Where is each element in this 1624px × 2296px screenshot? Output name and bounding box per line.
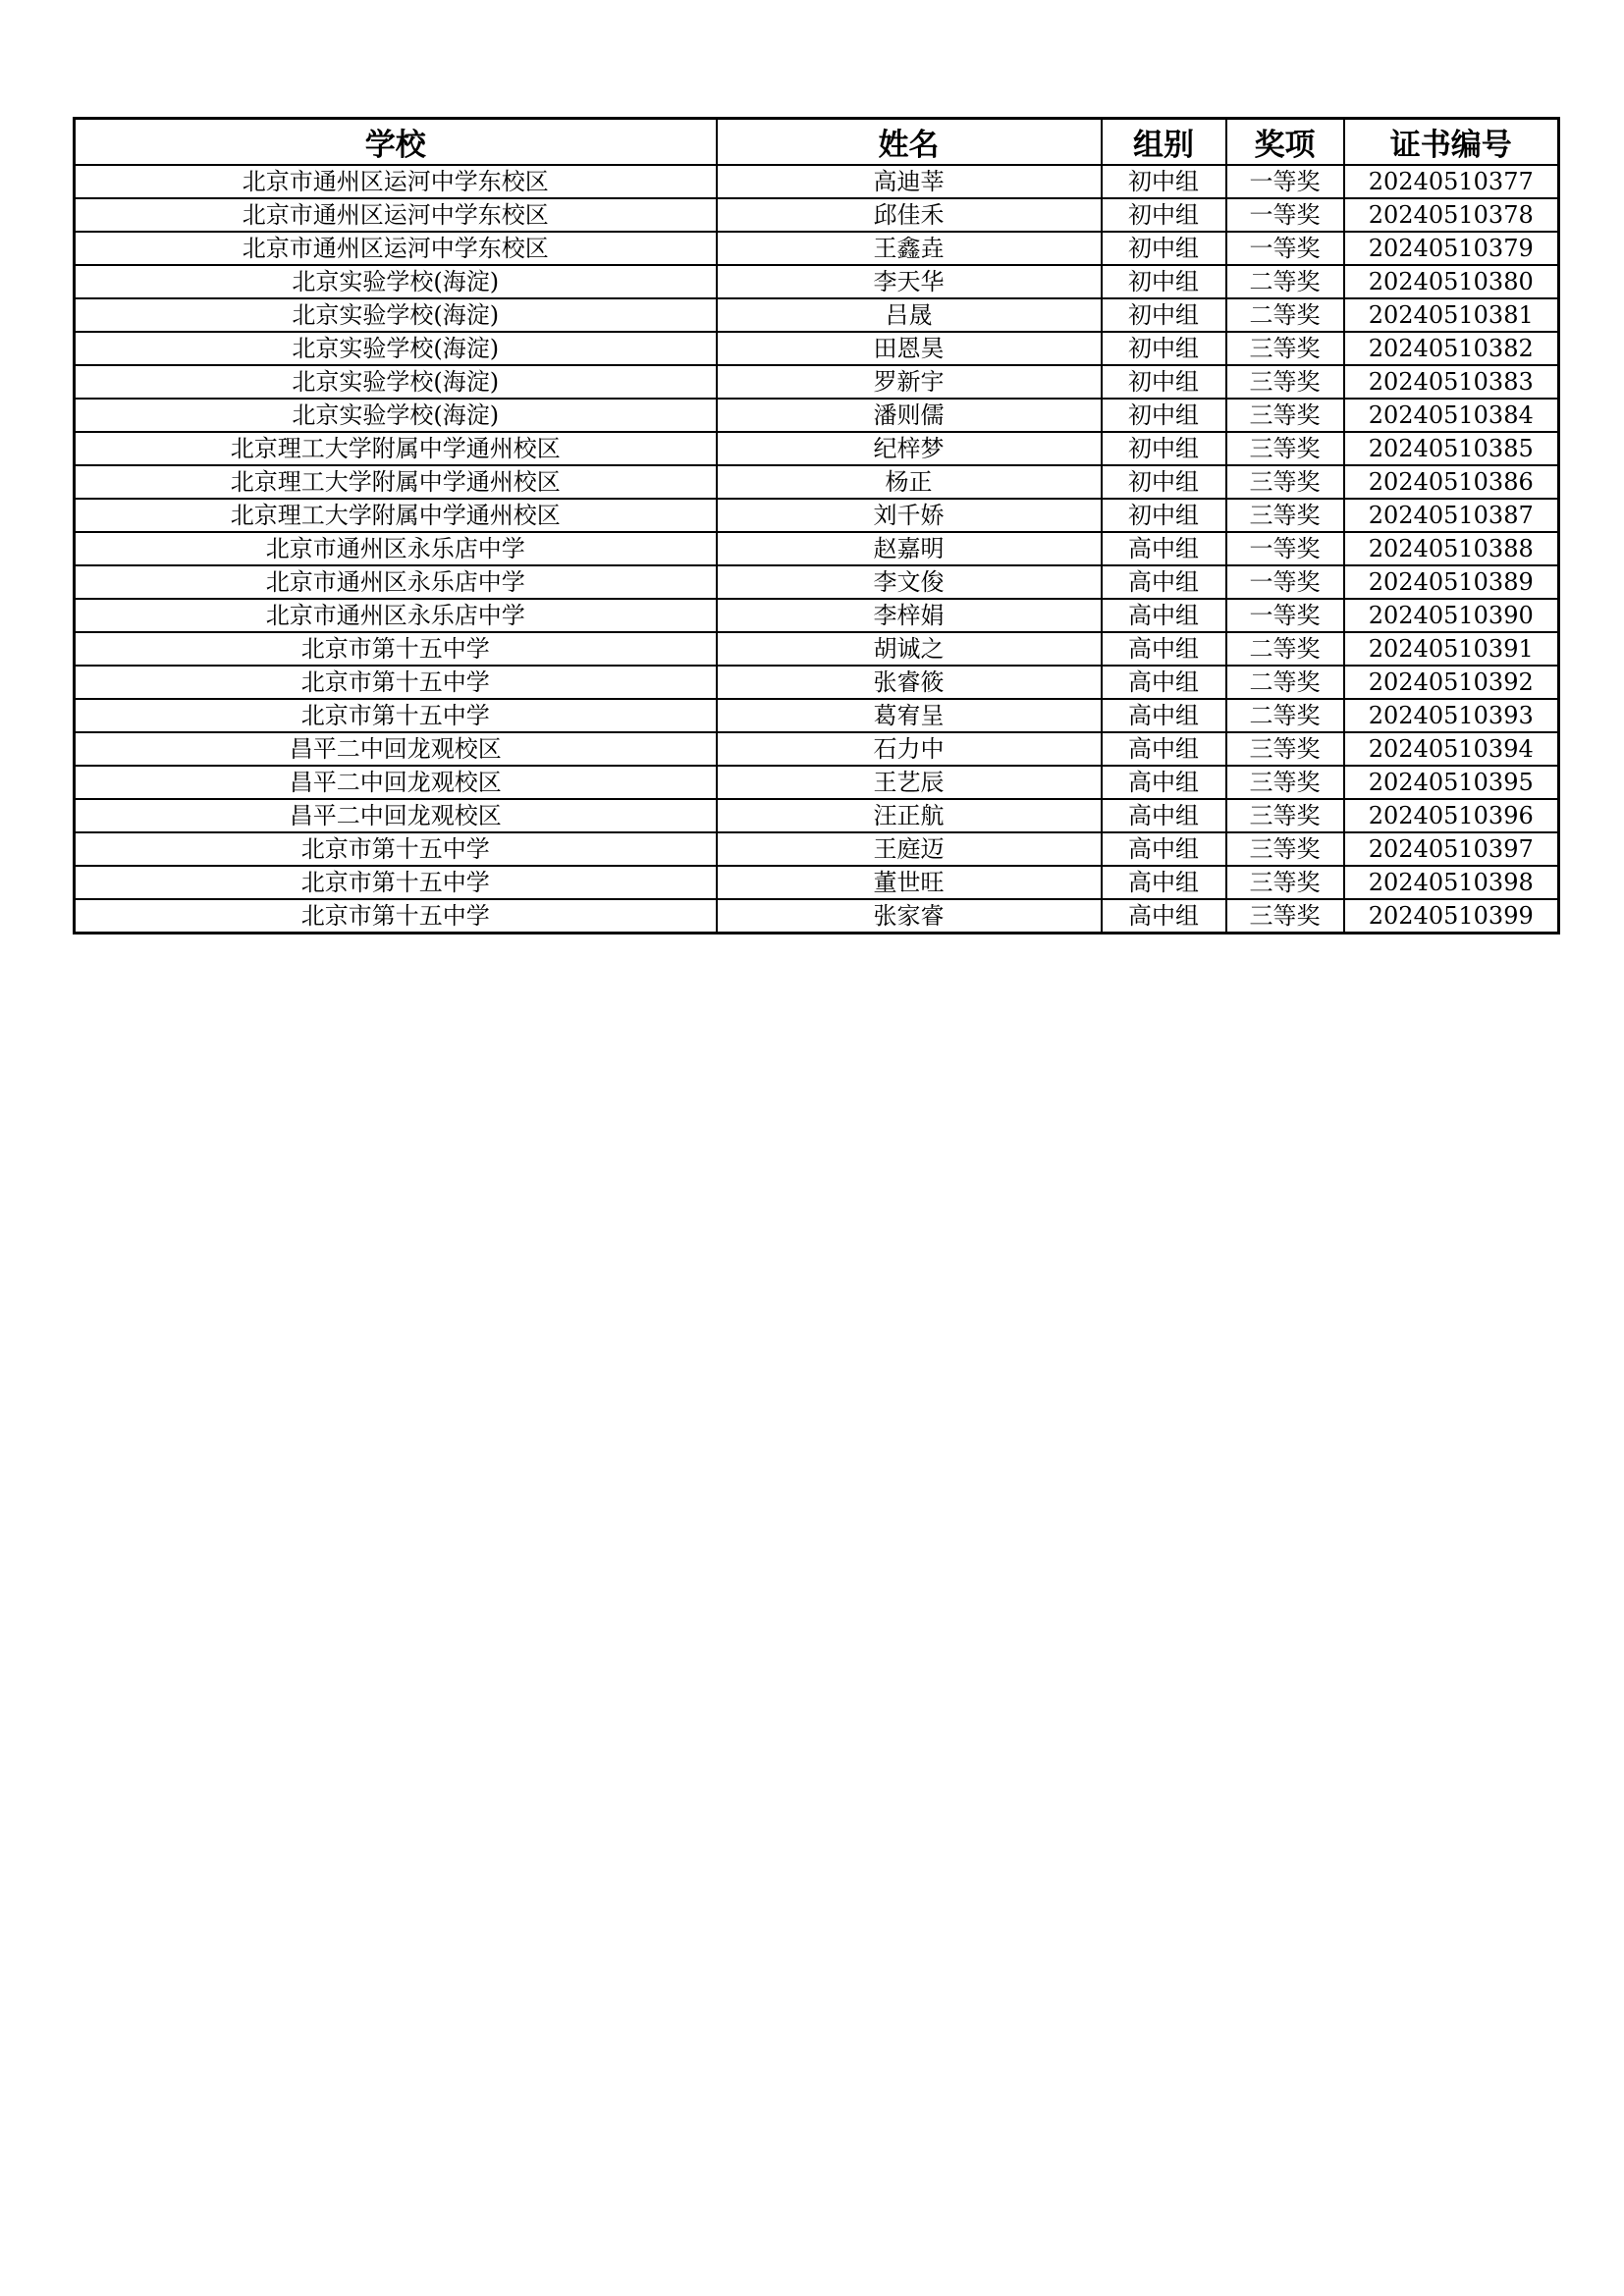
cell-award: 三等奖 bbox=[1226, 465, 1344, 499]
cell-group: 初中组 bbox=[1102, 298, 1226, 332]
cell-name: 刘千娇 bbox=[717, 499, 1102, 532]
header-name: 姓名 bbox=[717, 119, 1102, 166]
cell-certificate-number: 20240510389 bbox=[1344, 565, 1559, 599]
cell-certificate-number: 20240510392 bbox=[1344, 666, 1559, 699]
cell-name: 罗新宇 bbox=[717, 365, 1102, 399]
cell-name: 纪梓梦 bbox=[717, 432, 1102, 465]
cell-name: 高迪莘 bbox=[717, 165, 1102, 198]
cell-name: 石力中 bbox=[717, 732, 1102, 766]
table-row bbox=[75, 432, 1559, 465]
cell-certificate-number: 20240510382 bbox=[1344, 332, 1559, 365]
table-row bbox=[75, 298, 1559, 332]
cell-name: 汪正航 bbox=[717, 799, 1102, 832]
cell-name: 潘则儒 bbox=[717, 399, 1102, 432]
cell-group: 高中组 bbox=[1102, 599, 1226, 632]
cell-school: 北京市第十五中学 bbox=[75, 832, 717, 866]
cell-group: 高中组 bbox=[1102, 899, 1226, 934]
cell-group: 初中组 bbox=[1102, 232, 1226, 265]
cell-award: 三等奖 bbox=[1226, 866, 1344, 899]
cell-school: 北京市通州区运河中学东校区 bbox=[75, 198, 717, 232]
cell-name: 葛宥呈 bbox=[717, 699, 1102, 732]
cell-group: 初中组 bbox=[1102, 432, 1226, 465]
cell-name: 田恩昊 bbox=[717, 332, 1102, 365]
table-row bbox=[75, 365, 1559, 399]
cell-school: 北京市第十五中学 bbox=[75, 699, 717, 732]
cell-certificate-number: 20240510377 bbox=[1344, 165, 1559, 198]
cell-group: 高中组 bbox=[1102, 866, 1226, 899]
cell-group: 初中组 bbox=[1102, 465, 1226, 499]
cell-certificate-number: 20240510393 bbox=[1344, 699, 1559, 732]
cell-school: 北京市第十五中学 bbox=[75, 899, 717, 934]
cell-group: 高中组 bbox=[1102, 732, 1226, 766]
cell-award: 一等奖 bbox=[1226, 165, 1344, 198]
cell-name: 李梓娟 bbox=[717, 599, 1102, 632]
table-row bbox=[75, 632, 1559, 666]
cell-school: 北京实验学校(海淀) bbox=[75, 332, 717, 365]
cell-certificate-number: 20240510391 bbox=[1344, 632, 1559, 666]
cell-certificate-number: 20240510378 bbox=[1344, 198, 1559, 232]
cell-name: 赵嘉明 bbox=[717, 532, 1102, 565]
cell-school: 北京实验学校(海淀) bbox=[75, 265, 717, 298]
table-row bbox=[75, 599, 1559, 632]
cell-certificate-number: 20240510381 bbox=[1344, 298, 1559, 332]
cell-name: 李文俊 bbox=[717, 565, 1102, 599]
cell-school: 昌平二中回龙观校区 bbox=[75, 766, 717, 799]
table-row bbox=[75, 465, 1559, 499]
award-table bbox=[73, 117, 1560, 934]
cell-certificate-number: 20240510394 bbox=[1344, 732, 1559, 766]
cell-certificate-number: 20240510383 bbox=[1344, 365, 1559, 399]
cell-name: 王艺辰 bbox=[717, 766, 1102, 799]
cell-group: 初中组 bbox=[1102, 399, 1226, 432]
table-header-row bbox=[75, 119, 1559, 166]
header-school: 学校 bbox=[75, 119, 717, 166]
cell-certificate-number: 20240510398 bbox=[1344, 866, 1559, 899]
cell-award: 一等奖 bbox=[1226, 565, 1344, 599]
table-row bbox=[75, 198, 1559, 232]
cell-certificate-number: 20240510388 bbox=[1344, 532, 1559, 565]
cell-name: 王鑫垚 bbox=[717, 232, 1102, 265]
cell-certificate-number: 20240510399 bbox=[1344, 899, 1559, 934]
cell-award: 二等奖 bbox=[1226, 632, 1344, 666]
cell-name: 王庭迈 bbox=[717, 832, 1102, 866]
cell-name: 胡诚之 bbox=[717, 632, 1102, 666]
cell-award: 三等奖 bbox=[1226, 432, 1344, 465]
cell-school: 北京市通州区永乐店中学 bbox=[75, 565, 717, 599]
cell-name: 杨正 bbox=[717, 465, 1102, 499]
cell-group: 初中组 bbox=[1102, 265, 1226, 298]
cell-school: 北京市通州区永乐店中学 bbox=[75, 599, 717, 632]
cell-school: 北京市通州区运河中学东校区 bbox=[75, 165, 717, 198]
table-row bbox=[75, 699, 1559, 732]
cell-group: 初中组 bbox=[1102, 499, 1226, 532]
header-certificate-number: 证书编号 bbox=[1344, 119, 1559, 166]
cell-school: 昌平二中回龙观校区 bbox=[75, 799, 717, 832]
cell-award: 三等奖 bbox=[1226, 766, 1344, 799]
cell-school: 北京理工大学附属中学通州校区 bbox=[75, 465, 717, 499]
cell-award: 一等奖 bbox=[1226, 232, 1344, 265]
table-row bbox=[75, 799, 1559, 832]
cell-award: 三等奖 bbox=[1226, 799, 1344, 832]
cell-group: 初中组 bbox=[1102, 198, 1226, 232]
cell-school: 北京市第十五中学 bbox=[75, 632, 717, 666]
cell-name: 张睿筱 bbox=[717, 666, 1102, 699]
cell-name: 张家睿 bbox=[717, 899, 1102, 934]
table-body bbox=[75, 165, 1559, 934]
cell-certificate-number: 20240510386 bbox=[1344, 465, 1559, 499]
table-row bbox=[75, 766, 1559, 799]
cell-certificate-number: 20240510385 bbox=[1344, 432, 1559, 465]
cell-group: 高中组 bbox=[1102, 766, 1226, 799]
cell-award: 三等奖 bbox=[1226, 499, 1344, 532]
table-row bbox=[75, 732, 1559, 766]
table-row bbox=[75, 899, 1559, 934]
cell-school: 昌平二中回龙观校区 bbox=[75, 732, 717, 766]
cell-school: 北京理工大学附属中学通州校区 bbox=[75, 499, 717, 532]
cell-certificate-number: 20240510390 bbox=[1344, 599, 1559, 632]
cell-certificate-number: 20240510384 bbox=[1344, 399, 1559, 432]
cell-school: 北京市通州区永乐店中学 bbox=[75, 532, 717, 565]
cell-group: 高中组 bbox=[1102, 699, 1226, 732]
table-row bbox=[75, 499, 1559, 532]
table-row bbox=[75, 565, 1559, 599]
cell-name: 董世旺 bbox=[717, 866, 1102, 899]
cell-award: 二等奖 bbox=[1226, 699, 1344, 732]
cell-award: 三等奖 bbox=[1226, 832, 1344, 866]
cell-name: 邱佳禾 bbox=[717, 198, 1102, 232]
cell-school: 北京市通州区运河中学东校区 bbox=[75, 232, 717, 265]
header-award: 奖项 bbox=[1226, 119, 1344, 166]
table-row bbox=[75, 832, 1559, 866]
cell-certificate-number: 20240510395 bbox=[1344, 766, 1559, 799]
cell-award: 三等奖 bbox=[1226, 399, 1344, 432]
cell-certificate-number: 20240510397 bbox=[1344, 832, 1559, 866]
cell-award: 二等奖 bbox=[1226, 666, 1344, 699]
cell-group: 高中组 bbox=[1102, 532, 1226, 565]
cell-award: 三等奖 bbox=[1226, 365, 1344, 399]
cell-group: 高中组 bbox=[1102, 666, 1226, 699]
cell-certificate-number: 20240510396 bbox=[1344, 799, 1559, 832]
cell-school: 北京实验学校(海淀) bbox=[75, 298, 717, 332]
table-row bbox=[75, 265, 1559, 298]
cell-group: 高中组 bbox=[1102, 832, 1226, 866]
cell-award: 一等奖 bbox=[1226, 599, 1344, 632]
cell-group: 高中组 bbox=[1102, 799, 1226, 832]
cell-name: 李天华 bbox=[717, 265, 1102, 298]
cell-school: 北京实验学校(海淀) bbox=[75, 365, 717, 399]
cell-award: 三等奖 bbox=[1226, 332, 1344, 365]
cell-school: 北京市第十五中学 bbox=[75, 866, 717, 899]
cell-certificate-number: 20240510387 bbox=[1344, 499, 1559, 532]
cell-group: 高中组 bbox=[1102, 565, 1226, 599]
cell-name: 吕晟 bbox=[717, 298, 1102, 332]
header-group: 组别 bbox=[1102, 119, 1226, 166]
table-row bbox=[75, 332, 1559, 365]
cell-award: 一等奖 bbox=[1226, 532, 1344, 565]
table-row bbox=[75, 866, 1559, 899]
cell-group: 初中组 bbox=[1102, 332, 1226, 365]
cell-school: 北京实验学校(海淀) bbox=[75, 399, 717, 432]
cell-school: 北京理工大学附属中学通州校区 bbox=[75, 432, 717, 465]
cell-school: 北京市第十五中学 bbox=[75, 666, 717, 699]
table-row bbox=[75, 232, 1559, 265]
table-row bbox=[75, 165, 1559, 198]
cell-certificate-number: 20240510379 bbox=[1344, 232, 1559, 265]
table-row bbox=[75, 666, 1559, 699]
cell-award: 一等奖 bbox=[1226, 198, 1344, 232]
cell-group: 高中组 bbox=[1102, 632, 1226, 666]
cell-award: 三等奖 bbox=[1226, 899, 1344, 934]
cell-award: 二等奖 bbox=[1226, 265, 1344, 298]
cell-award: 三等奖 bbox=[1226, 732, 1344, 766]
table-row bbox=[75, 532, 1559, 565]
table-row bbox=[75, 399, 1559, 432]
cell-group: 初中组 bbox=[1102, 365, 1226, 399]
cell-group: 初中组 bbox=[1102, 165, 1226, 198]
cell-certificate-number: 20240510380 bbox=[1344, 265, 1559, 298]
cell-award: 二等奖 bbox=[1226, 298, 1344, 332]
